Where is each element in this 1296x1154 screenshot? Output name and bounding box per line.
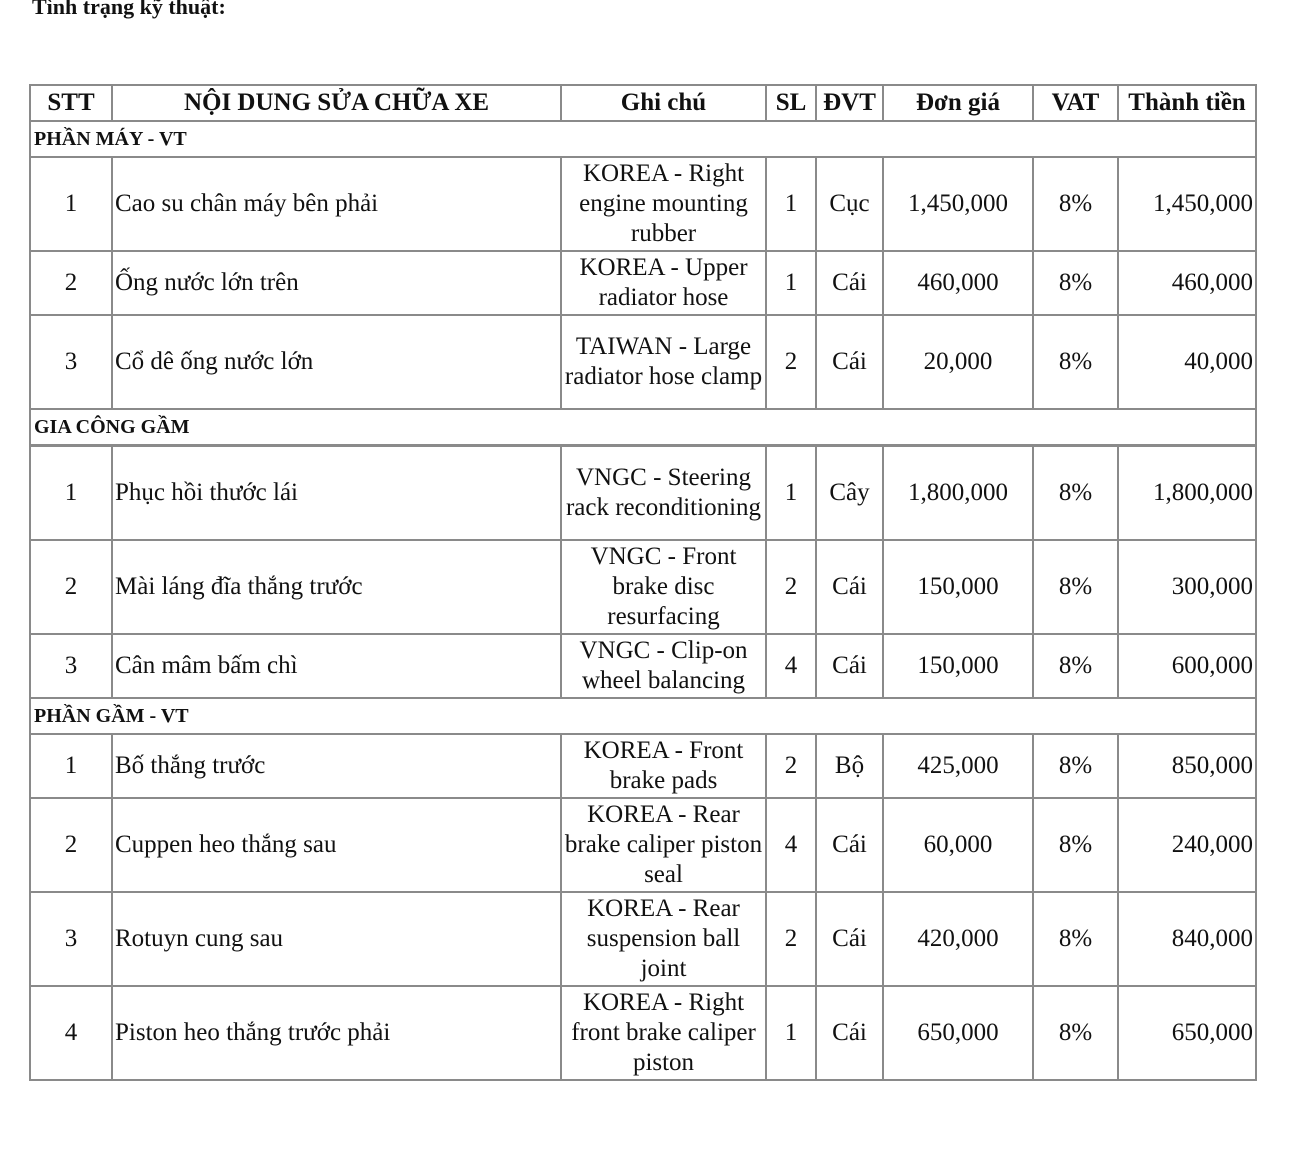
cell-qty: 2 (766, 540, 816, 634)
cell-stt: 2 (30, 251, 112, 315)
cell-price: 1,450,000 (883, 157, 1033, 251)
cell-note: KOREA - Right front brake caliper piston (561, 986, 766, 1080)
header-content: NỘI DUNG SỬA CHỮA XE (112, 85, 561, 121)
section-row (30, 698, 1256, 734)
cell-stt: 1 (30, 734, 112, 798)
cell-qty: 2 (766, 734, 816, 798)
cell-note: KOREA - Front brake pads (561, 734, 766, 798)
cell-total: 240,000 (1118, 798, 1256, 892)
table-row (30, 157, 1256, 251)
cell-note: VNGC - Steering rack reconditioning (561, 446, 766, 541)
cell-stt: 1 (30, 157, 112, 251)
header-price: Đơn giá (883, 85, 1033, 121)
cell-vat: 8% (1033, 892, 1118, 986)
cell-stt: 3 (30, 315, 112, 409)
table-row (30, 986, 1256, 1080)
cell-unit: Cây (816, 446, 883, 541)
cell-price: 460,000 (883, 251, 1033, 315)
cell-total: 840,000 (1118, 892, 1256, 986)
cell-price: 650,000 (883, 986, 1033, 1080)
cell-price: 1,800,000 (883, 446, 1033, 541)
document-title: Tình trạng kỹ thuật: (32, 0, 226, 19)
cell-content: Ống nước lớn trên (112, 251, 561, 315)
cell-note: KOREA - Rear brake caliper piston seal (561, 798, 766, 892)
cell-vat: 8% (1033, 540, 1118, 634)
header-qty: SL (766, 85, 816, 121)
cell-content: Piston heo thắng trước phải (112, 986, 561, 1080)
cell-qty: 4 (766, 634, 816, 698)
section-row (30, 409, 1256, 446)
cell-content: Cuppen heo thắng sau (112, 798, 561, 892)
cell-total: 600,000 (1118, 634, 1256, 698)
cell-price: 425,000 (883, 734, 1033, 798)
table-row (30, 315, 1256, 409)
header-unit: ĐVT (816, 85, 883, 121)
cell-total: 460,000 (1118, 251, 1256, 315)
cell-unit: Cái (816, 251, 883, 315)
cell-content: Cân mâm bấm chì (112, 634, 561, 698)
cell-total: 850,000 (1118, 734, 1256, 798)
cell-note: TAIWAN - Large radiator hose clamp (561, 315, 766, 409)
cell-unit: Cái (816, 798, 883, 892)
cell-total: 1,800,000 (1118, 446, 1256, 541)
table-row (30, 540, 1256, 634)
cell-price: 60,000 (883, 798, 1033, 892)
cell-content: Bố thắng trước (112, 734, 561, 798)
cell-qty: 1 (766, 986, 816, 1080)
table-row (30, 634, 1256, 698)
cell-vat: 8% (1033, 251, 1118, 315)
section-title: PHẦN GẦM - VT (30, 698, 1256, 734)
cell-total: 300,000 (1118, 540, 1256, 634)
cell-unit: Cục (816, 157, 883, 251)
header-stt: STT (30, 85, 112, 121)
cell-qty: 1 (766, 251, 816, 315)
cell-price: 150,000 (883, 540, 1033, 634)
cell-note: VNGC - Front brake disc resurfacing (561, 540, 766, 634)
cell-unit: Cái (816, 634, 883, 698)
cell-content: Cao su chân máy bên phải (112, 157, 561, 251)
table-row (30, 251, 1256, 315)
header-total: Thành tiền (1118, 85, 1256, 121)
table-row (30, 798, 1256, 892)
header-note: Ghi chú (561, 85, 766, 121)
cell-qty: 2 (766, 892, 816, 986)
cell-qty: 2 (766, 315, 816, 409)
cell-note: KOREA - Right engine mounting rubber (561, 157, 766, 251)
cell-price: 20,000 (883, 315, 1033, 409)
cell-price: 420,000 (883, 892, 1033, 986)
repair-table (29, 84, 1257, 1081)
header-vat: VAT (1033, 85, 1118, 121)
cell-stt: 3 (30, 892, 112, 986)
section-title: PHẦN MÁY - VT (30, 121, 1256, 157)
cell-stt: 1 (30, 446, 112, 541)
cell-content: Rotuyn cung sau (112, 892, 561, 986)
table-row (30, 734, 1256, 798)
cell-stt: 3 (30, 634, 112, 698)
table-row (30, 446, 1256, 541)
cell-price: 150,000 (883, 634, 1033, 698)
cell-stt: 2 (30, 540, 112, 634)
cell-qty: 1 (766, 446, 816, 541)
cell-content: Mài láng đĩa thắng trước (112, 540, 561, 634)
cell-content: Phục hồi thước lái (112, 446, 561, 541)
cell-stt: 4 (30, 986, 112, 1080)
cell-vat: 8% (1033, 634, 1118, 698)
cell-vat: 8% (1033, 446, 1118, 541)
cell-note: KOREA - Rear suspension ball joint (561, 892, 766, 986)
cell-total: 650,000 (1118, 986, 1256, 1080)
section-title: GIA CÔNG GẦM (30, 409, 1256, 446)
cell-total: 1,450,000 (1118, 157, 1256, 251)
section-row (30, 121, 1256, 157)
cell-qty: 4 (766, 798, 816, 892)
cell-vat: 8% (1033, 157, 1118, 251)
cell-vat: 8% (1033, 315, 1118, 409)
cell-vat: 8% (1033, 798, 1118, 892)
cell-unit: Bộ (816, 734, 883, 798)
cell-unit: Cái (816, 986, 883, 1080)
cell-vat: 8% (1033, 734, 1118, 798)
cell-vat: 8% (1033, 986, 1118, 1080)
cell-stt: 2 (30, 798, 112, 892)
cell-content: Cổ dê ống nước lớn (112, 315, 561, 409)
header-row (30, 85, 1256, 121)
table-row (30, 892, 1256, 986)
cell-qty: 1 (766, 157, 816, 251)
cell-note: VNGC - Clip-on wheel balancing (561, 634, 766, 698)
cell-note: KOREA - Upper radiator hose (561, 251, 766, 315)
cell-unit: Cái (816, 315, 883, 409)
cell-unit: Cái (816, 540, 883, 634)
cell-total: 40,000 (1118, 315, 1256, 409)
cell-unit: Cái (816, 892, 883, 986)
